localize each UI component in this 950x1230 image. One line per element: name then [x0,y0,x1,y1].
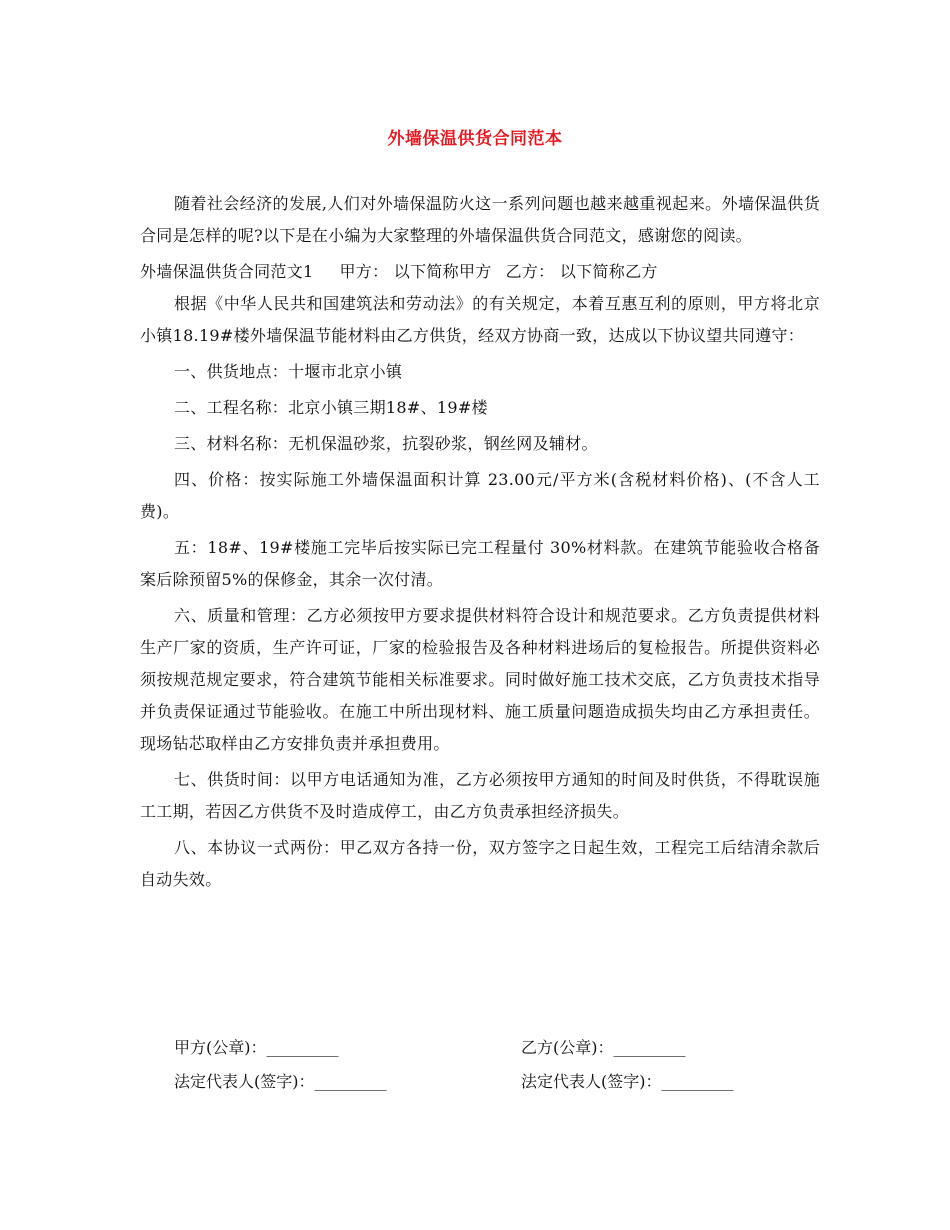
party-a-intro: 甲方： 以下简称甲方 [339,262,492,281]
subtitle-line [140,256,820,288]
preamble-paragraph: 根据《中华人民共和国建筑法和劳动法》的有关规定，本着互惠互利的原则，甲方将北京小镇18.19#楼外墙保温节能材料由乙方供货，经双方协商一致，达成以下协议望共同遵守： [140,294,820,345]
clause-7: 七、供货时间：以甲方电话通知为准，乙方必须按甲方通知的时间及时供货，不得耽误施工工期，若因乙方供货不及时造成停工，由乙方负责承担经济损失。 [140,770,820,821]
clause-2: 二、工程名称：北京小镇三期18#、19#楼 [174,398,488,417]
clause-5: 五：18#、19#楼施工完毕后按实际已完工程量付 30%材料款。在建筑节能验收合格备案后除预留5%的保修金，其余一次付清。 [140,538,820,589]
clause-3: 三、材料名称：无机保温砂浆，抗裂砂浆，钢丝网及辅材。 [174,434,598,453]
clause-8: 八、本协议一式两份：甲乙双方各持一份，双方签字之日起生效，工程完工后结清余款后自动失效。 [140,838,820,889]
party-a-representative: 法定代表人(签字)：_________ [174,1072,387,1091]
sample-subtitle: 外墙保温供货合同范文1 [140,262,314,281]
party-b-seal: 乙方(公章)：_________ [521,1038,686,1057]
clause-6: 六、质量和管理：乙方必须按甲方要求提供材料符合设计和规范要求。乙方负责提供材料生产厂家的资质，生产许可证，厂家的检验报告及各种材料进场后的复检报告。所提供资料必须按规范规定要求，符合建筑节能相关标准要求。同时做好施工技术交底，乙方负责技术指导并负责保证通过节能验收。在施工中所出现材料、施工质量问题造成损失均由乙方承担责任。现场钻芯取样由乙方安排负责并承担费用。 [140,606,820,753]
clause-1: 一、供货地点：十堰市北京小镇 [174,362,403,381]
document-body [140,188,820,900]
party-b-intro: 乙方： 以下简称乙方 [505,262,658,281]
clause-4: 四、价格：按实际施工外墙保温面积计算 23.00元/平方米(含税材料价格)、(不含人工费)。 [140,470,820,521]
party-a-seal: 甲方(公章)：_________ [174,1038,339,1057]
intro-paragraph: 随着社会经济的发展,人们对外墙保温防火这一系列问题也越来越重视起来。外墙保温供货合同是怎样的呢?以下是在小编为大家整理的外墙保温供货合同范文，感谢您的阅读。 [140,194,820,245]
document-title: 外墙保温供货合同范本 [387,129,563,149]
party-b-representative: 法定代表人(签字)：_________ [521,1072,734,1091]
